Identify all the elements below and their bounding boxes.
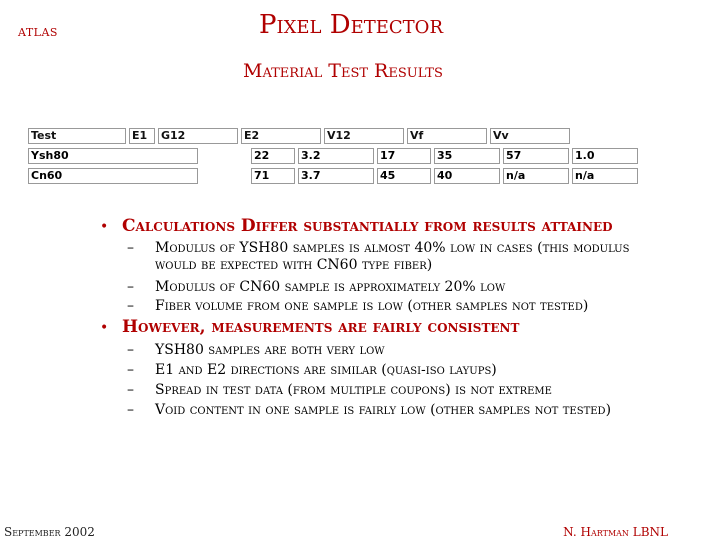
table-row [28, 168, 638, 184]
bullet-dot-icon: • [100, 320, 109, 336]
table-cell: G12 [158, 128, 238, 144]
table-cell: Test [28, 128, 126, 144]
table-cell: 45 [377, 168, 431, 184]
table-row [28, 128, 570, 144]
footer-author: N. Hartman LBNL [563, 525, 668, 539]
table-cell: 35 [434, 148, 500, 164]
table-cell: 57 [503, 148, 569, 164]
table-cell: Vf [407, 128, 487, 144]
table-cell: V12 [324, 128, 404, 144]
atlas-label: atlas [18, 22, 58, 40]
dash-icon: – [127, 279, 134, 295]
sub-bullet: E1 and E2 directions are similar (quasi-iso layups) [155, 362, 497, 378]
dash-icon: – [127, 402, 134, 418]
results-table [28, 126, 716, 190]
table-cell: Cn60 [28, 168, 198, 184]
bullet-dot-icon: • [100, 219, 109, 235]
table-cell: n/a [503, 168, 569, 184]
table-row [28, 148, 638, 164]
sub-bullet: Modulus of CN60 sample is approximately 20% low [155, 279, 506, 295]
table-cell: 17 [377, 148, 431, 164]
table-cell: 71 [251, 168, 295, 184]
sub-bullet: Void content in one sample is fairly low (other samples not tested) [155, 402, 612, 418]
table-cell: 3.2 [298, 148, 374, 164]
table-cell: Ysh80 [28, 148, 198, 164]
dash-icon: – [127, 362, 134, 378]
table-cell: n/a [572, 168, 638, 184]
dash-icon: – [127, 240, 134, 256]
sub-bullet: Modulus of YSH80 samples is almost 40% low in cases (this modulus would be expected with CN60 type fiber) [155, 240, 630, 273]
bullet-heading: Calculations Differ substantially from results attained [122, 216, 613, 236]
dash-icon: – [127, 342, 134, 358]
sub-bullet: YSH80 samples are both very low [155, 342, 385, 358]
sub-bullet: Spread in test data (from multiple coupons) is not extreme [155, 382, 552, 398]
table-cell: Vv [490, 128, 570, 144]
dash-icon: – [127, 382, 134, 398]
page-subtitle-text: Material Test Results [243, 60, 443, 82]
sub-bullet: Fiber volume from one sample is low (other samples not tested) [155, 298, 589, 314]
table-cell: E1 [129, 128, 155, 144]
table-cell: 40 [434, 168, 500, 184]
table-cell: 22 [251, 148, 295, 164]
table-cell: 3.7 [298, 168, 374, 184]
footer-date: September 2002 [4, 525, 95, 539]
page-title-text: Pixel Detector [259, 10, 443, 40]
table-cell: E2 [241, 128, 321, 144]
bullet-heading: However, measurements are fairly consistent [122, 317, 520, 337]
table-cell: 1.0 [572, 148, 638, 164]
dash-icon: – [127, 298, 134, 314]
